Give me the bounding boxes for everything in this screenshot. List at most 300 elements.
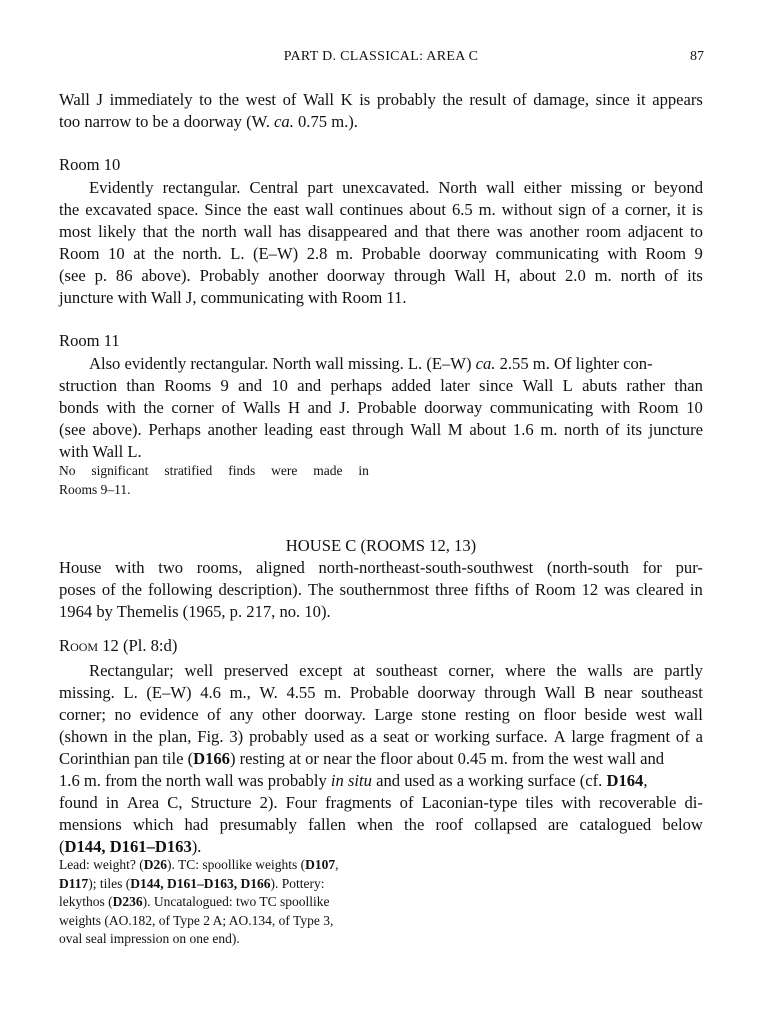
word: fifths [474, 580, 510, 599]
word: Room [645, 244, 686, 263]
room10-paragraph [59, 177, 703, 309]
word: m., [229, 683, 251, 702]
word: it [636, 90, 646, 109]
word: Wall [303, 90, 334, 109]
word: seat [383, 727, 409, 746]
word: 9 [220, 376, 229, 395]
word: A [553, 727, 566, 746]
word: wall [674, 705, 703, 724]
word: p. [94, 266, 108, 285]
word: The [307, 580, 334, 599]
word: the [404, 815, 425, 834]
text-line [59, 221, 703, 243]
word: following [147, 580, 213, 599]
word: it [676, 200, 686, 219]
word: the [59, 200, 80, 219]
word: doorway [424, 398, 483, 417]
text-line [59, 814, 703, 836]
word: mensions [59, 815, 122, 834]
word: roof [435, 815, 464, 834]
word: tiles [525, 793, 554, 812]
word: 4.6 [200, 683, 221, 702]
word: (north-south [546, 558, 629, 577]
word: in [358, 463, 369, 478]
word: doorway [417, 683, 476, 702]
word: aligned [256, 558, 305, 577]
word: perhaps [330, 376, 383, 395]
word: without [501, 200, 553, 219]
word: or [414, 727, 429, 746]
word: (see [59, 420, 86, 439]
word: that [142, 222, 168, 241]
word: m. [594, 266, 612, 285]
word: to [690, 222, 703, 241]
word: Wall [454, 266, 486, 285]
word: any [229, 705, 254, 724]
word: doorway. [304, 705, 366, 724]
word: abuts [582, 376, 618, 395]
word: in [689, 580, 703, 599]
word: bonds [59, 398, 99, 417]
word: room [586, 222, 622, 241]
word: Room [59, 244, 100, 263]
word: as [350, 727, 365, 746]
word: 9 [694, 244, 703, 263]
word: 6.5 [451, 200, 473, 219]
word: 3) [229, 727, 244, 746]
word: communicating [489, 398, 594, 417]
word: adjacent [627, 222, 684, 241]
house-c-paragraph [59, 557, 703, 623]
word: evidence [139, 705, 199, 724]
word: southernmost [339, 580, 430, 599]
word: was [604, 580, 630, 599]
word: rather [626, 376, 666, 395]
word: K [340, 90, 353, 109]
word: Since [204, 200, 242, 219]
text-line: 1.6 m. from the north wall was probably in situ and used as a working surface (cf. D164, [59, 771, 648, 790]
word: corner, [624, 200, 671, 219]
word: L. [123, 683, 138, 702]
word: than [126, 376, 155, 395]
word: the [174, 222, 195, 241]
word: three [435, 580, 469, 599]
word: C, [167, 793, 183, 812]
word: missing [570, 178, 623, 197]
word: on [518, 705, 536, 724]
word: well [184, 661, 214, 680]
text-line [59, 419, 703, 441]
word: 10 [108, 244, 125, 263]
room11-paragraph [59, 353, 703, 463]
word: a [695, 727, 703, 746]
word: than [674, 376, 703, 395]
word: other [262, 705, 297, 724]
word: north [564, 420, 600, 439]
word: at [133, 244, 146, 263]
word: that [424, 222, 450, 241]
word: most [59, 222, 92, 241]
word: surface. [495, 727, 548, 746]
text-line [59, 726, 703, 748]
word: Area [126, 793, 160, 812]
word: missing. [59, 683, 115, 702]
word: in [113, 727, 127, 746]
text-line [59, 199, 703, 221]
word: Wall [59, 90, 90, 109]
note-line: oval seal impression on one end). [59, 931, 240, 946]
word: which [132, 815, 174, 834]
note-line: weights (AO.182, of Type 2 A; AO.134, of Type 3, [59, 912, 334, 928]
word: m. [324, 683, 342, 702]
word: through [484, 683, 536, 702]
word: through [352, 420, 404, 439]
room12-paragraph [59, 660, 703, 858]
word: (E–W) [253, 244, 299, 263]
word: north-northeast-south-southwest [318, 558, 534, 577]
word: presumably [219, 815, 297, 834]
word: corner; [59, 705, 106, 724]
word: immediately [109, 90, 193, 109]
word: partly [664, 661, 703, 680]
note-line: D117); tiles (D144, D161–D163, D166). Pottery: [59, 875, 325, 891]
word: J [96, 90, 103, 109]
word: Wall [410, 420, 442, 439]
word: and [297, 376, 322, 395]
text-line [59, 375, 703, 397]
word: the [132, 727, 153, 746]
word: its [626, 420, 642, 439]
text-line [59, 792, 703, 814]
word: of [605, 420, 620, 439]
word: Probably [199, 266, 260, 285]
note-line [59, 462, 369, 481]
word: 4.55 [286, 683, 316, 702]
word: description). [218, 580, 302, 599]
word: southeast [641, 683, 703, 702]
word: two [158, 558, 184, 577]
word: significant [91, 463, 149, 478]
word: fragment [610, 727, 671, 746]
word: Laconian-type [421, 793, 518, 812]
word: leading [264, 420, 313, 439]
word: damage, [533, 90, 590, 109]
word: space. [157, 200, 199, 219]
word: Probable [361, 244, 421, 263]
word: J. [339, 398, 350, 417]
word: another [268, 266, 319, 285]
text-line: 1964 by Themelis (1965, p. 217, no. 10). [59, 602, 331, 621]
word: M [447, 420, 463, 439]
word: has [279, 222, 302, 241]
word: Four [285, 793, 318, 812]
running-title: PART D. CLASSICAL: AREA C [283, 49, 479, 64]
word: the [153, 244, 174, 263]
room11-finds-note [59, 462, 369, 499]
text-line [59, 265, 703, 287]
note-line: lekythos (D236). Uncatalogued: two TC spoollike [59, 894, 330, 909]
word: 2). [259, 793, 278, 812]
word: rectangular. [162, 178, 241, 197]
word: where [505, 661, 546, 680]
word: disappeared [308, 222, 388, 241]
word: corner [171, 398, 214, 417]
word: the [143, 398, 164, 417]
word: made [313, 463, 343, 478]
word: beyond [654, 178, 703, 197]
word: another [529, 222, 580, 241]
word: continues [339, 200, 404, 219]
word: walls [587, 661, 623, 680]
word: another [207, 420, 258, 439]
word: when [356, 815, 393, 834]
word: of [591, 200, 606, 219]
word: north [201, 222, 237, 241]
word: of [515, 580, 530, 599]
word: was [496, 222, 523, 241]
word: plan, [158, 727, 192, 746]
word: Central [249, 178, 299, 197]
text-line: (D144, D161–D163). [59, 837, 202, 856]
word: preserved [223, 661, 289, 680]
word: for [642, 558, 662, 577]
note-line: Lead: weight? (D26). TC: spoollike weights (D107, [59, 857, 339, 872]
word: the [247, 200, 268, 219]
word: (shown [59, 727, 108, 746]
word: north. [182, 244, 222, 263]
text-line: juncture with Wall J, communicating with Room 11. [59, 288, 407, 307]
running-header [58, 49, 704, 69]
word: Perhaps [148, 420, 201, 439]
text-line [59, 682, 703, 704]
word: 1.6 [512, 420, 534, 439]
word: with [115, 558, 145, 577]
word: 2.0 [565, 266, 586, 285]
word: W. [259, 683, 278, 702]
word: used [313, 727, 345, 746]
word: doorway [327, 266, 386, 285]
word: wall [486, 178, 515, 197]
word: stone [421, 705, 457, 724]
text-line [59, 89, 703, 111]
word: of [399, 793, 414, 812]
word: unexcavated. [342, 178, 430, 197]
word: at [353, 661, 366, 680]
word: since [479, 376, 514, 395]
word: House [59, 558, 102, 577]
word: were [271, 463, 298, 478]
word: east [273, 200, 300, 219]
word: a [369, 727, 378, 746]
word: below [662, 815, 703, 834]
word: the [121, 580, 142, 599]
word: 86 [115, 266, 133, 285]
word: Room [535, 580, 576, 599]
page-number: 87 [690, 49, 704, 64]
word: west [635, 705, 666, 724]
word: fallen [308, 815, 346, 834]
word: east [319, 420, 346, 439]
word: southeast [375, 661, 438, 680]
word: stratified [164, 463, 213, 478]
word: probably [249, 727, 309, 746]
word: North [438, 178, 478, 197]
room10-heading: Room 10 [59, 155, 121, 174]
word: L [562, 376, 573, 395]
word: 12 [581, 580, 599, 599]
word: B [584, 683, 596, 702]
text-line [59, 397, 703, 419]
word: the [556, 661, 577, 680]
word: except [299, 661, 343, 680]
word: Walls [242, 398, 281, 417]
room11-heading: Room 11 [59, 331, 120, 350]
word: through [393, 266, 446, 285]
word: of [664, 266, 679, 285]
word: sign [558, 200, 586, 219]
word: with [600, 398, 631, 417]
word: Wall [522, 376, 554, 395]
word: and [307, 398, 332, 417]
word: appears [652, 90, 703, 109]
word: Rectangular; [89, 661, 174, 680]
word: di- [684, 793, 703, 812]
word: catalogued [579, 815, 652, 834]
text-line [59, 579, 703, 601]
word: Probable [357, 398, 417, 417]
room12-heading: Room 12 (Pl. 8:d) [59, 636, 178, 655]
word: H [288, 398, 300, 417]
text-line [59, 177, 703, 199]
word: had [184, 815, 209, 834]
word: above). [141, 266, 191, 285]
word: a [611, 200, 619, 219]
word: since [595, 90, 630, 109]
word: with [106, 398, 136, 417]
word: of [282, 90, 297, 109]
note-line: Rooms 9–11. [59, 481, 131, 497]
word: 2.8 [306, 244, 328, 263]
word: 10 [686, 398, 703, 417]
word: pur- [675, 558, 703, 577]
word: about [469, 420, 507, 439]
word: Fig. [197, 727, 224, 746]
word: (see [59, 266, 86, 285]
word: and [238, 376, 263, 395]
word: are [547, 815, 569, 834]
word: later [440, 376, 470, 395]
word: Large [374, 705, 413, 724]
word: L. [230, 244, 245, 263]
word: corner, [448, 661, 495, 680]
word: are [633, 661, 654, 680]
text-line [59, 660, 703, 682]
word: working [434, 727, 490, 746]
word: with [607, 244, 637, 263]
word: m. [478, 200, 496, 219]
word: near [603, 683, 633, 702]
word: in [105, 793, 119, 812]
text-line: too narrow to be a doorway (W. ca. 0.75 m.). [59, 112, 358, 131]
word: likely [98, 222, 136, 241]
word: the [218, 90, 239, 109]
word: of [101, 580, 116, 599]
word: Rooms [164, 376, 212, 395]
text-line [59, 243, 703, 265]
word: cleared [635, 580, 684, 599]
word: recoverable [598, 793, 677, 812]
word: the [442, 90, 463, 109]
word: found [59, 793, 98, 812]
word: or [631, 178, 646, 197]
word: to [199, 90, 213, 109]
word: Room [637, 398, 679, 417]
word: west [245, 90, 277, 109]
word: beside [584, 705, 627, 724]
word: its [687, 266, 703, 285]
word: is [691, 200, 703, 219]
word: communicating [495, 244, 599, 263]
word: wall [305, 200, 334, 219]
word: rooms, [196, 558, 243, 577]
text-line [59, 704, 703, 726]
word: Evidently [89, 178, 154, 197]
word: about [519, 266, 557, 285]
word: above). [92, 420, 142, 439]
word: (E–W) [146, 683, 192, 702]
word: excavated [85, 200, 152, 219]
word: of [207, 705, 221, 724]
word: Probable [349, 683, 409, 702]
word: juncture [648, 420, 703, 439]
word: there [456, 222, 490, 241]
room12-finds-note [59, 856, 364, 949]
word: large [571, 727, 605, 746]
word: m. [540, 420, 558, 439]
word: wall [243, 222, 273, 241]
word: of [675, 727, 690, 746]
word: no [114, 705, 132, 724]
word: part [307, 178, 334, 197]
text-line: Corinthian pan tile (D166) resting at or near the floor about 0.45 m. from the west wall and [59, 749, 665, 768]
word: probably [376, 90, 436, 109]
word: Structure [190, 793, 252, 812]
word: floor [543, 705, 576, 724]
word: with [561, 793, 591, 812]
word: H, [494, 266, 511, 285]
word: is [359, 90, 371, 109]
text-line: Also evidently rectangular. North wall missing. L. (E–W) ca. 2.55 m. Of lighter con- [89, 354, 653, 373]
text-line [59, 557, 703, 579]
word: resting [464, 705, 510, 724]
word: fragments [325, 793, 392, 812]
word: about [409, 200, 447, 219]
text-line: with Wall L. [59, 442, 142, 461]
word: poses [59, 580, 96, 599]
word: added [391, 376, 431, 395]
word: of [512, 90, 527, 109]
word: either [523, 178, 562, 197]
word: No [59, 463, 76, 478]
word: struction [59, 376, 118, 395]
word: and [394, 222, 419, 241]
word: result [469, 90, 507, 109]
word: of [221, 398, 236, 417]
word: collapsed [474, 815, 537, 834]
intro-paragraph [59, 89, 703, 133]
house-c-heading: HOUSE C (ROOMS 12, 13) [285, 536, 477, 555]
word: Wall [544, 683, 576, 702]
